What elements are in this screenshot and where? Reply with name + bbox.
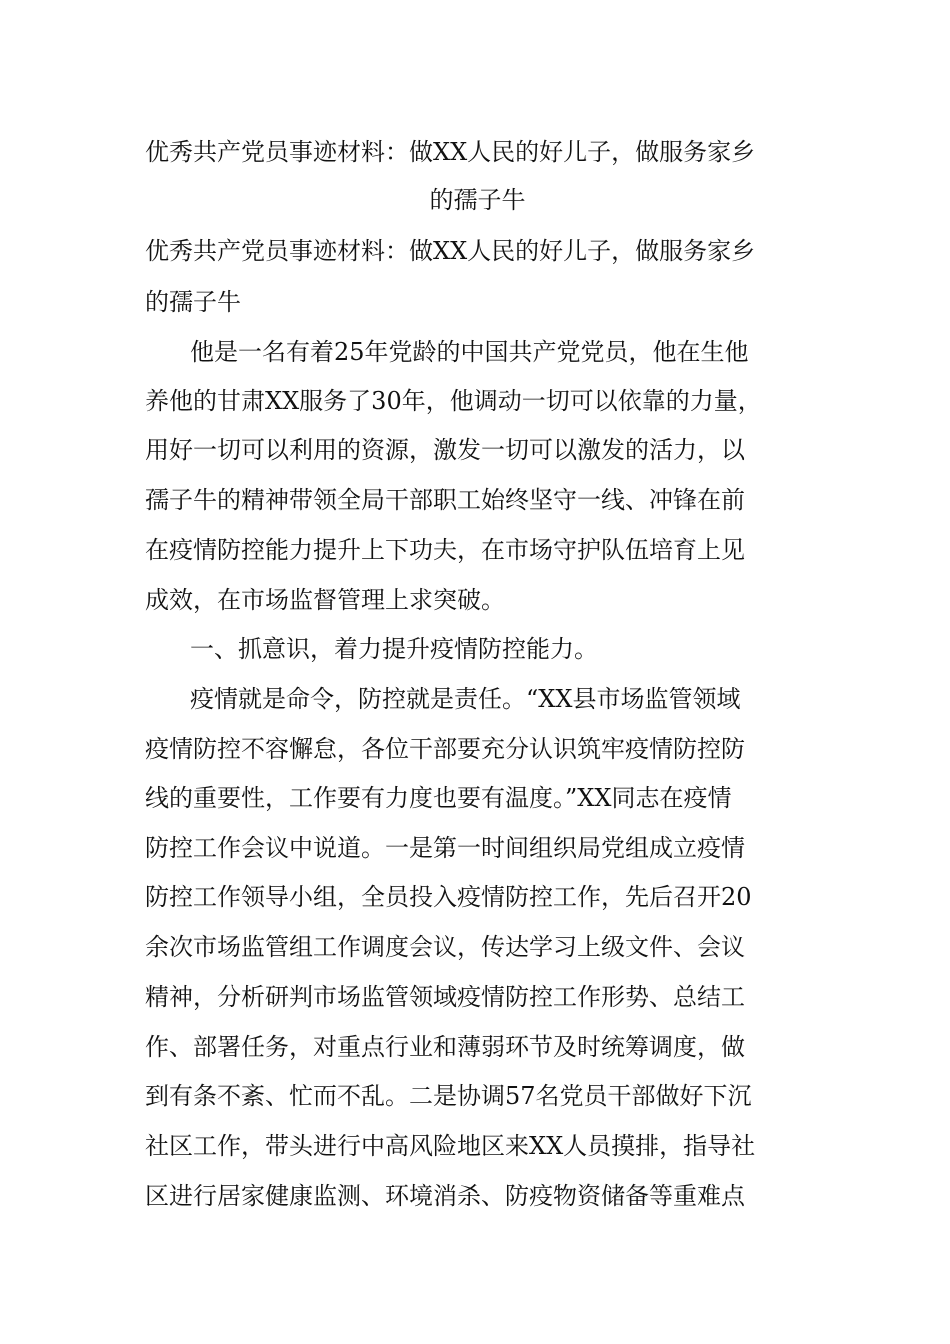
paragraph2-line-7: 精神，分析研判市场监管领域疫情防控工作形势、总结工 [145,983,745,1011]
paragraph1-line-5: 在疫情防控能力提升上下功夫，在市场守护队伍培育上见 [145,536,745,564]
paragraph1-line-1: 他是一名有着25年党龄的中国共产党党员，他在生他 [190,338,749,366]
paragraph2-line-10: 社区工作，带头进行中高风险地区来XX人员摸排，指导社 [145,1132,756,1160]
title-line-1: 优秀共产党员事迹材料：做XX人民的好儿子，做服务家乡 [145,138,756,166]
paragraph2-line-1: 疫情就是命令，防控就是责任。“XX县市场监管领域 [190,685,741,713]
paragraph2-line-11: 区进行居家健康监测、环境消杀、防疫物资储备等重难点 [145,1182,745,1210]
paragraph2-line-8: 作、部署任务，对重点行业和薄弱环节及时统筹调度，做 [145,1033,745,1061]
paragraph2-line-9: 到有条不紊、忙而不乱。二是协调57名党员干部做好下沉 [145,1082,752,1110]
paragraph2-line-2: 疫情防控不容懈怠，各位干部要充分认识筑牢疫情防控防 [145,735,745,763]
paragraph2-line-6: 余次市场监管组工作调度会议，传达学习上级文件、会议 [145,933,745,961]
paragraph1-line-4: 孺子牛的精神带领全局干部职工始终坚守一线、冲锋在前 [145,486,745,514]
paragraph1-line-3: 用好一切可以利用的资源，激发一切可以激发的活力，以 [145,436,745,464]
paragraph1-line-6: 成效，在市场监督管理上求突破。 [145,586,505,614]
paragraph1-line-2: 养他的甘肃XX服务了30年，他调动一切可以依靠的力量， [145,387,762,415]
repeat-title-line-2: 的孺子牛 [145,288,241,316]
paragraph2-line-4: 防控工作会议中说道。一是第一时间组织局党组成立疫情 [145,834,745,862]
section-heading: 一、抓意识，着力提升疫情防控能力。 [190,635,598,663]
title-line-2: 的孺子牛 [429,186,526,214]
paragraph2-line-3: 线的重要性，工作要有力度也要有温度。”XX同志在疫情 [145,784,732,812]
paragraph2-line-5: 防控工作领导小组，全员投入疫情防控工作，先后召开20 [145,883,752,911]
repeat-title-line-1: 优秀共产党员事迹材料：做XX人民的好儿子，做服务家乡 [145,237,756,265]
